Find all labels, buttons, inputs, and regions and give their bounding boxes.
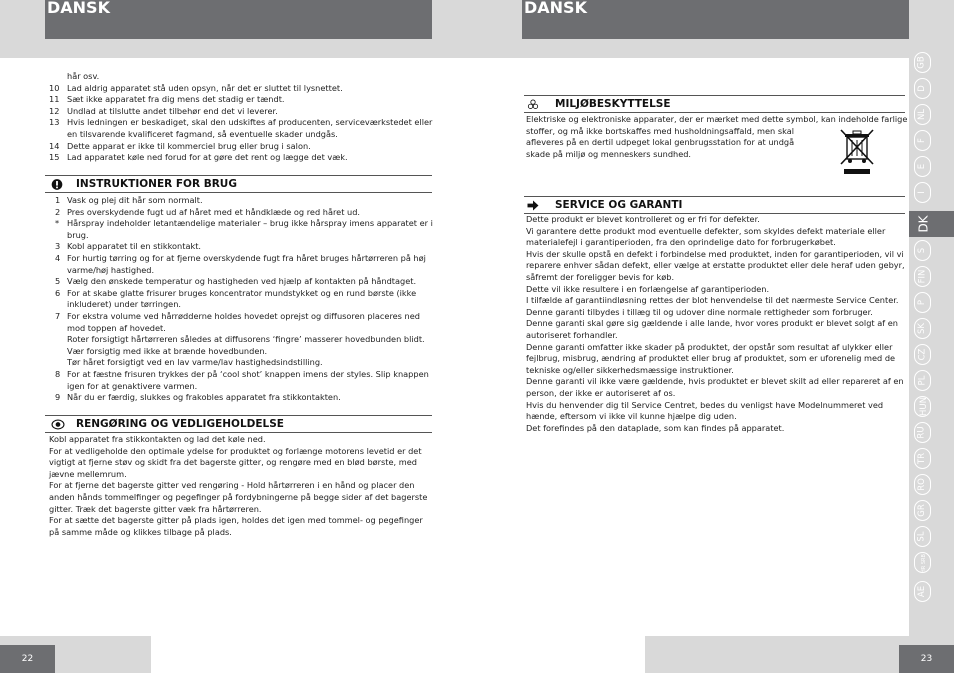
warning-text: Sæt ikke apparatet fra dig mens det stadig er tændt. [67, 94, 285, 105]
instruction-item [49, 253, 433, 276]
left-page-header-text: DANSK [47, 0, 110, 17]
language-tab-label: PL [917, 375, 927, 386]
warning-number: 11 [49, 94, 60, 105]
instruction-text: Pres overskydende fugt ud af håret med et håndklæde og red håret ud. [67, 206, 360, 217]
warning-item [49, 117, 433, 140]
language-tab-sk[interactable] [914, 318, 931, 339]
environment-line: Elektriske og elektroniske apparater, der er mærket med dette symbol, kan indeholde farlige [526, 114, 908, 124]
language-tab-label: RU [916, 426, 927, 439]
instruction-item [49, 288, 433, 311]
warning-text: Lad apparatet køle ned forud for at gøre det rent og lægge det væk. [67, 152, 348, 163]
cleaning-paragraph: For at vedligeholde den optimale ydelse for produktet og forlænge motorens levetid er det vigtigt at fjerne støv og skidt fra det bagerste gitter, og rengøre med en blød børste, med jævne mellemrum. [49, 445, 422, 479]
service-text [526, 214, 906, 434]
cleaning-paragraph: For at sætte det bagerste gitter på plads igen, holdes det igen med tommel- og pegefinger på samme måde og klikkes tilbage på plads. [49, 515, 423, 537]
warnings-list [49, 71, 433, 164]
service-paragraph: Det forefindes på den dataplade, som kan findes på apparatet. [526, 422, 785, 433]
instruction-text: Kobl apparatet til en stikkontakt. [67, 241, 202, 252]
language-tab-sl[interactable] [914, 526, 931, 547]
left-page-number: 22 [0, 645, 55, 673]
warning-item [49, 71, 433, 83]
instruction-item [49, 334, 433, 346]
instruction-text: For at skabe glatte frisurer bruges koncentrator mundstykket og en rund børste (ikke inkluderet) under tørringen. [67, 287, 417, 310]
language-tab-label: SK [916, 323, 927, 334]
language-tab-s[interactable] [914, 240, 931, 261]
warning-item [49, 94, 433, 106]
language-tab-label: D [916, 85, 927, 92]
language-tab-label: FIN [916, 269, 927, 284]
instruction-number: 1 [55, 195, 61, 205]
instruction-item [49, 369, 433, 392]
language-tab-label: HR SRB [920, 554, 927, 573]
service-paragraph: Dette vil ikke resultere i en forlængelse af garantiperioden. [526, 283, 770, 294]
cleaning-title: RENGØRING OG VEDLIGEHOLDELSE [76, 418, 284, 430]
language-tab-label: CZ [916, 348, 927, 361]
service-paragraph: Denne garanti vil ikke være gældende, hvis produktet er blevet skilt ad eller repareret af en person, der ikke er autoriseret af os. [526, 376, 904, 398]
crossed-bin-icon [838, 127, 876, 175]
instruction-text: Når du er færdig, slukkes og frakobles apparatet fra stikkontakten. [67, 392, 341, 403]
instruction-text: Vælg den ønskede temperatur og hastigheden ved hjælp af kontakten på håndtaget. [67, 276, 417, 287]
language-tab-ae[interactable] [914, 581, 931, 602]
service-paragraph: I tilfælde af garantiindløsning rettes der blot henvendelse til det nærmeste Service Center. [526, 295, 899, 306]
instruction-number: 5 [55, 276, 61, 287]
instruction-item [49, 357, 433, 369]
language-tab-hr-srb[interactable] [914, 552, 931, 573]
language-tab-gb[interactable] [914, 52, 931, 73]
instruction-number: 2 [55, 206, 61, 217]
service-paragraph: Vi garantere dette produkt mod eventuelle defekter, som skyldes defekt materiale eller materialefejl i garantiperioden, fra den oprindelige dato for forbrugerkøbet. [526, 225, 886, 248]
instruction-item [49, 392, 433, 404]
service-paragraph: Hvis der skulle opstå en defekt i forbindelse med produktet, inden for garantiperioden, vil vi reparere enhver sådan defekt, eller vælge at erstatte produktet eller dele heraf uden gebyr, såfremt der foreligger bevis for køb. [526, 248, 905, 282]
warning-text: Dette apparat er ikke til kommerciel brug eller brug i salon. [67, 140, 311, 151]
warning-text: Undlad at tilslutte andet tilbehør end det vi leverer. [67, 105, 278, 116]
language-tab-cz[interactable] [914, 344, 931, 365]
environment-section-header [524, 95, 905, 113]
instruction-text: Hårspray indeholder letantændelige materialer – brug ikke hårspray imens apparatet er i brug. [67, 218, 433, 240]
instructions-list [49, 195, 433, 404]
warning-text: Hvis ledningen er beskadiget, skal den udskiftes af producenten, serviceværkstedet eller en tilsvarende kvalificeret fagmand, så eventuelle skader undgås. [67, 117, 433, 139]
language-tab-label: SL [916, 531, 927, 542]
instruction-number: 6 [55, 287, 61, 298]
language-tabs [909, 50, 954, 636]
warning-text: hår osv. [67, 71, 100, 81]
right-page-header-text: DANSK [524, 0, 587, 17]
eye-icon [51, 419, 65, 430]
warning-item [49, 152, 433, 164]
environment-title: MILJØBESKYTTELSE [555, 98, 671, 110]
service-paragraph: Dette produkt er blevet kontrolleret og er fri for defekter. [526, 214, 760, 224]
language-tab-nl[interactable] [914, 104, 931, 125]
language-tab-label: E [917, 163, 927, 170]
cleaning-text [49, 434, 433, 538]
language-tab-label: GB [916, 56, 927, 69]
cleaning-paragraph: Kobl apparatet fra stikkontakten og lad det køle ned. [49, 434, 266, 444]
warning-number: 15 [49, 152, 60, 163]
instruction-text: Tør håret forsigtigt ved en lav varme/lav hastighedsindstilling. [67, 357, 323, 368]
language-tab-label: RO [916, 478, 927, 491]
left-page-header [45, 0, 432, 39]
environment-line: stoffer, og må ikke bortskaffes med husholdningsaffald, men skal [526, 125, 795, 136]
instruction-item [49, 195, 433, 207]
instruction-number: 4 [55, 252, 61, 263]
language-tab-label: HUN [918, 397, 929, 416]
instruction-item [49, 346, 433, 358]
warning-item [49, 141, 433, 153]
instruction-item [49, 276, 433, 288]
right-page-number: 23 [899, 645, 954, 673]
recycle-icon [527, 99, 539, 110]
language-tab-label: GR [917, 504, 927, 517]
service-paragraph: Hvis du henvender dig til Service Centret, bedes du venligst have Modelnummeret ved hænde, eftersom vi ikke vil kunne hjælpe dig uden. [526, 399, 884, 422]
language-tab-i[interactable] [914, 182, 931, 203]
warning-number: 10 [49, 82, 60, 93]
warning-number: 13 [49, 117, 60, 128]
instruction-item [49, 311, 433, 334]
language-tab-label: P [916, 299, 927, 306]
language-tab-label: DK [916, 215, 931, 233]
instruction-item [49, 218, 433, 241]
instruction-item [49, 241, 433, 253]
service-paragraph: Denne garanti omfatter ikke skader på produktet, der opstår som resultat af ulykker eller fejlbrug, misbrug, ændring af produktet eller brug af produktet, som er uforenelig med de tekniske og/eller sikkerhedsmæssige instruktioner. [526, 341, 896, 375]
instruction-number: 8 [55, 368, 61, 379]
language-tab-label: NL [916, 108, 927, 121]
instruction-text: Vask og plej dit hår som normalt. [67, 195, 203, 205]
cleaning-paragraph: For at fjerne det bagerste gitter ved rengøring - Hold hårtørreren i en hånd og placer den anden hånds tommelfinger og pegefinger på fordybningerne på begge sider af det bagerste gitter. Træk det bagerste gitter væk fra hårtørreren. [49, 480, 428, 514]
warning-item [49, 106, 433, 118]
language-tab-dk[interactable] [909, 211, 954, 237]
instruction-number: * [55, 218, 60, 229]
instruction-item [49, 207, 433, 219]
warning-text: Lad aldrig apparatet stå uden opsyn, når det er sluttet til lysnettet. [67, 82, 343, 93]
warning-number: 12 [49, 105, 60, 116]
instruction-number: 9 [55, 392, 61, 403]
service-section-header [524, 196, 905, 214]
instruction-text: Vær forsigtig med ikke at brænde hovedbunden. [67, 345, 268, 356]
instructions-title: INSTRUKTIONER FOR BRUG [76, 178, 237, 190]
language-tab-label: F [916, 138, 927, 143]
instruction-number: 7 [55, 310, 61, 321]
language-tab-p[interactable] [914, 292, 931, 313]
cleaning-section-header [45, 415, 432, 433]
language-tab-d[interactable] [914, 78, 931, 99]
language-tab-hun[interactable] [914, 396, 931, 417]
instruction-number: 3 [55, 241, 61, 252]
language-tab-pl[interactable] [914, 370, 931, 391]
language-tab-label: I [916, 191, 927, 194]
exclamation-icon [51, 179, 63, 190]
language-tab-e[interactable] [914, 156, 931, 177]
right-page-header [522, 0, 909, 39]
language-tab-label: AE [917, 585, 927, 598]
instructions-section-header [45, 175, 432, 193]
environment-line: skade på miljø og menneskers sundhed. [526, 148, 692, 159]
language-tab-f[interactable] [914, 130, 931, 151]
instruction-text: Roter forsigtigt hårtørreren således at diffusorens ‘fingre’ masserer hovedbunden blidt. [67, 334, 425, 345]
service-paragraph: Denne garanti skal gøre sig gældende i alle lande, hvor vores produkt er blevet solgt af en autoriseret forhandler. [526, 318, 898, 340]
language-tab-tr[interactable] [914, 448, 931, 469]
language-tab-label: S [917, 247, 927, 254]
service-title: SERVICE OG GARANTI [555, 199, 683, 211]
warning-item [49, 83, 433, 95]
arrow-right-icon [527, 200, 539, 211]
language-tab-ro[interactable] [914, 474, 931, 495]
language-tab-ru[interactable] [914, 422, 931, 443]
warning-number: 14 [49, 140, 60, 151]
instruction-text: For hurtig tørring og for at fjerne overskydende fugt fra håret bruges hårtørreren på høj varme/høj hastighed. [67, 252, 426, 275]
service-paragraph: Denne garanti tilbydes i tillæg til og udover dine normale rettigheder som forbruger. [526, 306, 873, 317]
language-tab-fin[interactable] [914, 266, 931, 287]
language-tab-gr[interactable] [914, 500, 931, 521]
language-tab-label: TR [916, 452, 927, 465]
instruction-text: For ekstra volume ved hårrødderne holdes hovedet oprejst og diffusoren placeres ned mod toppen af hovedet. [67, 310, 420, 333]
instruction-text: For at fæstne frisuren trykkes der på ‘cool shot’ knappen imens der styles. Slip knappen igen for at genaktivere varmen. [67, 368, 429, 391]
environment-line: afleveres på en dertil udpeget lokal genbrugsstation for at undgå [526, 137, 795, 148]
